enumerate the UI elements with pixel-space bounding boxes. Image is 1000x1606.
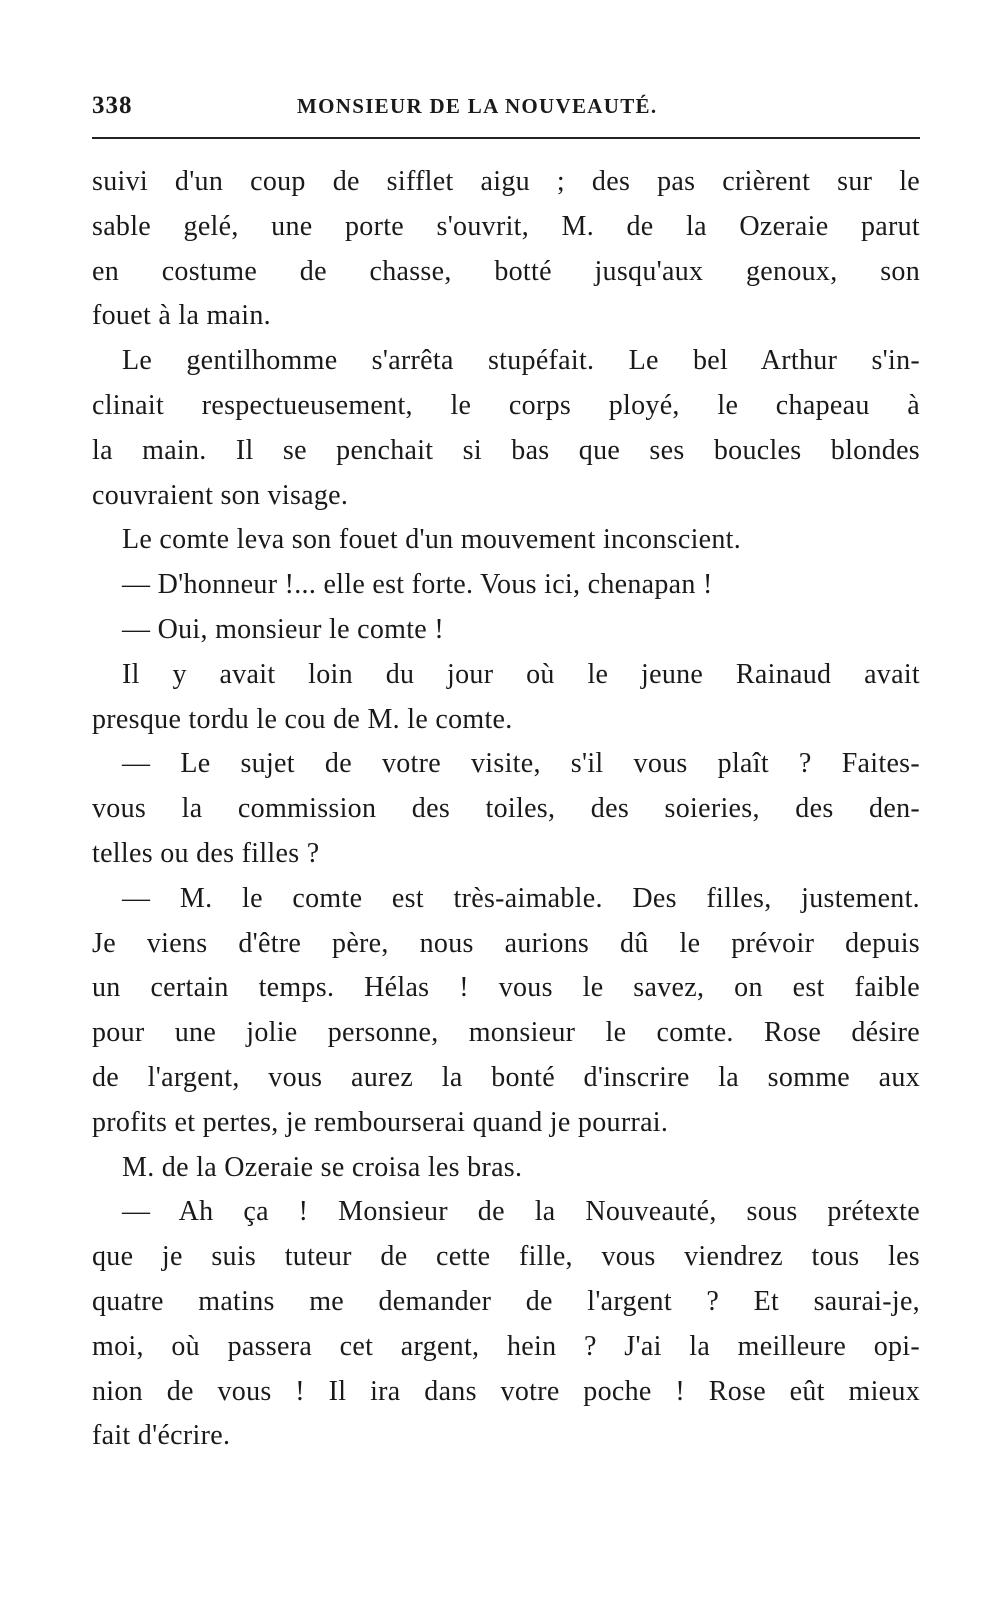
page-number: 338 — [92, 92, 133, 119]
text-line: — D'honneur !... elle est forte. Vous ici, chenapan ! — [122, 569, 713, 601]
page-header — [92, 88, 920, 132]
text-line: vous la commission des toiles, des soieries, des den- — [92, 793, 920, 825]
running-title: MONSIEUR DE LA NOUVEAUTÉ. — [297, 94, 658, 118]
text-line: — M. le comte est très-aimable. Des filles, justement. — [122, 882, 920, 914]
text-line: de l'argent, vous aurez la bonté d'inscrire la somme aux — [92, 1061, 920, 1093]
text-line: M. de la Ozeraie se croisa les bras. — [122, 1151, 523, 1183]
text-line: un certain temps. Hélas ! vous le savez, on est faible — [92, 972, 920, 1004]
text-line: telles ou des filles ? — [92, 837, 320, 869]
text-line: fait d'écrire. — [92, 1420, 231, 1452]
body-text — [92, 160, 920, 1459]
text-line: pour une jolie personne, monsieur le comte. Rose désire — [92, 1017, 920, 1049]
header-rule — [92, 137, 920, 139]
text-line: — Le sujet de votre visite, s'il vous plaît ? Faites- — [122, 748, 920, 780]
text-line: la main. Il se penchait si bas que ses boucles blondes — [92, 434, 920, 466]
text-line: clinait respectueusement, le corps ployé, le chapeau à — [92, 389, 920, 421]
text-line: nion de vous ! Il ira dans votre poche ! Rose eût mieux — [92, 1375, 920, 1407]
text-line: moi, où passera cet argent, hein ? J'ai la meilleure opi- — [92, 1330, 920, 1362]
text-line: que je suis tuteur de cette fille, vous viendrez tous les — [92, 1241, 920, 1273]
text-line: Il y avait loin du jour où le jeune Rainaud avait — [122, 658, 920, 690]
text-line: presque tordu le cou de M. le comte. — [92, 703, 513, 735]
text-line: sable gelé, une porte s'ouvrit, M. de la Ozeraie parut — [92, 210, 920, 242]
text-line: — Ah ça ! Monsieur de la Nouveauté, sous prétexte — [122, 1196, 920, 1228]
text-line: suivi d'un coup de sifflet aigu ; des pas crièrent sur le — [92, 166, 920, 197]
text-line: fouet à la main. — [92, 300, 271, 332]
text-line: Je viens d'être père, nous aurions dû le prévoir depuis — [92, 927, 920, 959]
text-line: — Oui, monsieur le comte ! — [122, 613, 444, 645]
text-line: profits et pertes, je rembourserai quand je pourrai. — [92, 1106, 669, 1138]
text-line: en costume de chasse, botté jusqu'aux genoux, son — [92, 255, 920, 287]
text-line: Le gentilhomme s'arrêta stupéfait. Le bel Arthur s'in- — [122, 345, 920, 377]
text-line: Le comte leva son fouet d'un mouvement inconscient. — [122, 524, 742, 556]
text-line: couvraient son visage. — [92, 479, 349, 511]
text-line: quatre matins me demander de l'argent ? Et saurai-je, — [92, 1285, 920, 1317]
